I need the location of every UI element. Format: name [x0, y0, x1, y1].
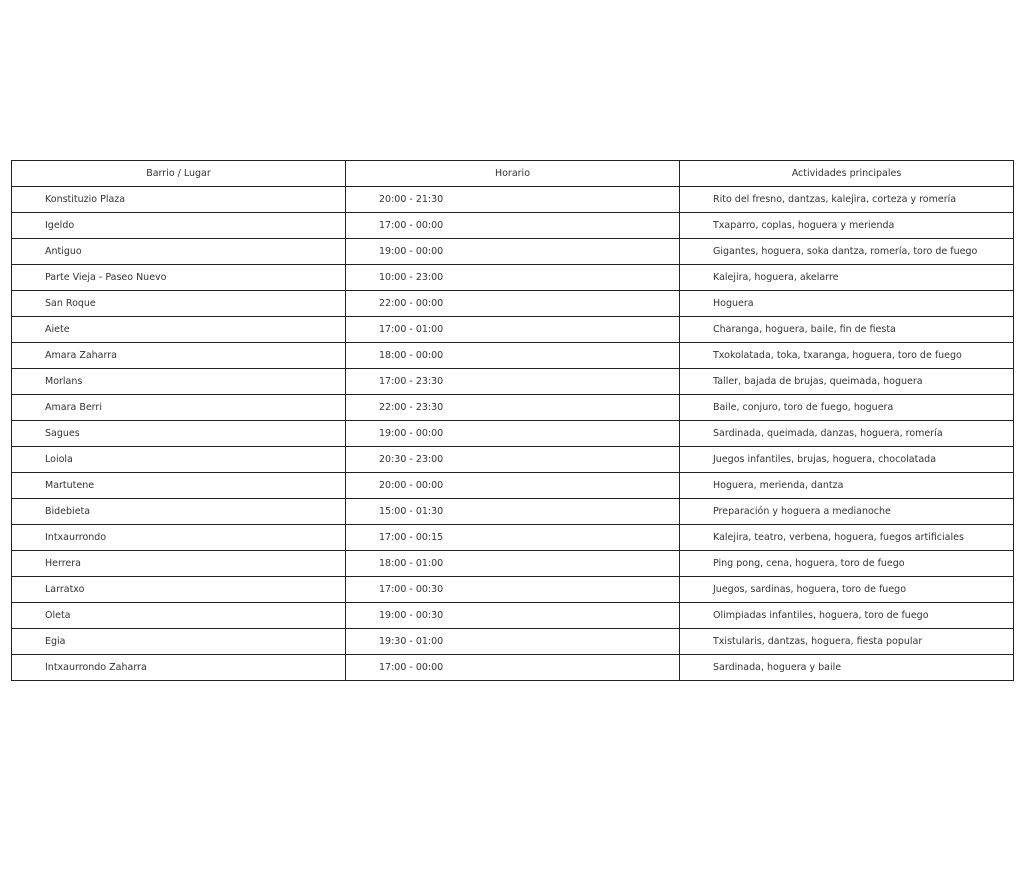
cell-horario: 22:00 - 23:30 [346, 395, 680, 421]
column-header-actividades: Actividades principales [680, 161, 1014, 187]
cell-barrio: Intxaurrondo Zaharra [12, 655, 346, 681]
cell-horario: 19:00 - 00:00 [346, 239, 680, 265]
cell-barrio: Konstituzio Plaza [12, 187, 346, 213]
table-row [12, 499, 1014, 525]
cell-horario: 19:00 - 00:30 [346, 603, 680, 629]
cell-horario: 20:30 - 23:00 [346, 447, 680, 473]
cell-horario: 17:00 - 00:15 [346, 525, 680, 551]
cell-actividades: Sardinada, hoguera y baile [680, 655, 1014, 681]
table-row [12, 369, 1014, 395]
table-row [12, 213, 1014, 239]
cell-actividades: Juegos infantiles, brujas, hoguera, chocolatada [680, 447, 1014, 473]
table-row [12, 577, 1014, 603]
cell-horario: 15:00 - 01:30 [346, 499, 680, 525]
cell-horario: 20:00 - 00:00 [346, 473, 680, 499]
table-row [12, 343, 1014, 369]
cell-barrio: Loiola [12, 447, 346, 473]
cell-barrio: Aiete [12, 317, 346, 343]
cell-actividades: Charanga, hoguera, baile, fin de fiesta [680, 317, 1014, 343]
cell-barrio: Intxaurrondo [12, 525, 346, 551]
cell-barrio: Igeldo [12, 213, 346, 239]
column-header-horario: Horario [346, 161, 680, 187]
cell-barrio: Oleta [12, 603, 346, 629]
cell-barrio: Morlans [12, 369, 346, 395]
cell-actividades: Sardinada, queimada, danzas, hoguera, romería [680, 421, 1014, 447]
table-row [12, 551, 1014, 577]
cell-barrio: Bidebieta [12, 499, 346, 525]
table-row [12, 187, 1014, 213]
table-row [12, 447, 1014, 473]
cell-actividades: Gigantes, hoguera, soka dantza, romería, toro de fuego [680, 239, 1014, 265]
cell-actividades: Hoguera, merienda, dantza [680, 473, 1014, 499]
cell-barrio: Herrera [12, 551, 346, 577]
cell-horario: 17:00 - 01:00 [346, 317, 680, 343]
cell-horario: 17:00 - 00:00 [346, 655, 680, 681]
cell-actividades: Txokolatada, toka, txaranga, hoguera, toro de fuego [680, 343, 1014, 369]
cell-actividades: Juegos, sardinas, hoguera, toro de fuego [680, 577, 1014, 603]
cell-actividades: Txistularis, dantzas, hoguera, fiesta popular [680, 629, 1014, 655]
cell-barrio: Martutene [12, 473, 346, 499]
cell-actividades: Taller, bajada de brujas, queimada, hoguera [680, 369, 1014, 395]
cell-actividades: Kalejira, teatro, verbena, hoguera, fuegos artificiales [680, 525, 1014, 551]
table-row [12, 629, 1014, 655]
table-row [12, 395, 1014, 421]
schedule-table [11, 160, 1014, 681]
cell-barrio: Larratxo [12, 577, 346, 603]
cell-barrio: Parte Vieja - Paseo Nuevo [12, 265, 346, 291]
table-row [12, 317, 1014, 343]
header-row [12, 161, 1014, 187]
cell-actividades: Baile, conjuro, toro de fuego, hoguera [680, 395, 1014, 421]
cell-barrio: Antiguo [12, 239, 346, 265]
cell-barrio: Amara Zaharra [12, 343, 346, 369]
cell-horario: 17:00 - 00:00 [346, 213, 680, 239]
table-row [12, 291, 1014, 317]
cell-actividades: Ping pong, cena, hoguera, toro de fuego [680, 551, 1014, 577]
cell-horario: 17:00 - 23:30 [346, 369, 680, 395]
cell-actividades: Hoguera [680, 291, 1014, 317]
cell-barrio: San Roque [12, 291, 346, 317]
cell-actividades: Kalejira, hoguera, akelarre [680, 265, 1014, 291]
cell-horario: 19:30 - 01:00 [346, 629, 680, 655]
table-row [12, 239, 1014, 265]
table-row [12, 265, 1014, 291]
cell-horario: 19:00 - 00:00 [346, 421, 680, 447]
cell-horario: 22:00 - 00:00 [346, 291, 680, 317]
table-body [12, 187, 1014, 681]
cell-barrio: Amara Berri [12, 395, 346, 421]
cell-actividades: Olimpiadas infantiles, hoguera, toro de fuego [680, 603, 1014, 629]
table-row [12, 603, 1014, 629]
cell-barrio: Egia [12, 629, 346, 655]
cell-barrio: Sagues [12, 421, 346, 447]
table-row [12, 525, 1014, 551]
schedule-table-container [11, 160, 1013, 681]
table-row [12, 473, 1014, 499]
cell-horario: 17:00 - 00:30 [346, 577, 680, 603]
column-header-barrio: Barrio / Lugar [12, 161, 346, 187]
table-row [12, 421, 1014, 447]
cell-horario: 20:00 - 21:30 [346, 187, 680, 213]
cell-actividades: Txaparro, coplas, hoguera y merienda [680, 213, 1014, 239]
cell-horario: 10:00 - 23:00 [346, 265, 680, 291]
table-header [12, 161, 1014, 187]
cell-horario: 18:00 - 00:00 [346, 343, 680, 369]
cell-horario: 18:00 - 01:00 [346, 551, 680, 577]
table-row [12, 655, 1014, 681]
cell-actividades: Preparación y hoguera a medianoche [680, 499, 1014, 525]
cell-actividades: Rito del fresno, dantzas, kalejira, corteza y romería [680, 187, 1014, 213]
